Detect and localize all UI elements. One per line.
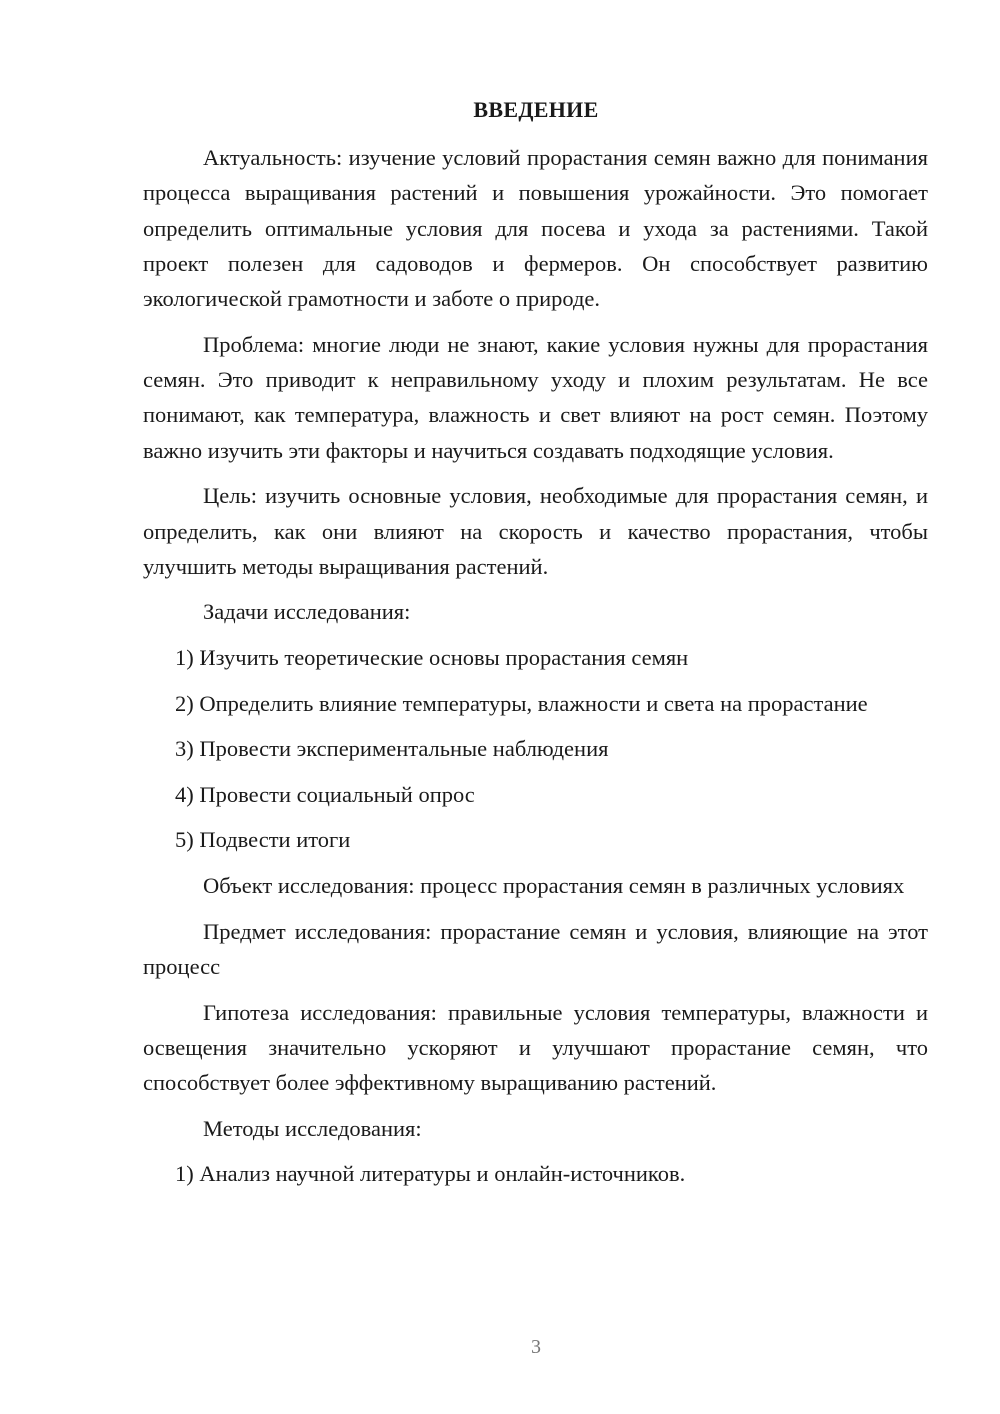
object-paragraph: Объект исследования: процесс прорастания семян в различных условиях [203,873,905,899]
page-title: ВВЕДЕНИЕ [473,97,599,122]
tasks-heading: Задачи исследования: [203,599,411,625]
method-item-1: 1) Анализ научной литературы и онлайн-источников. [175,1161,686,1187]
hypothesis-paragraph: Гипотеза исследования: правильные условия температуры, влажности и освещения значительно ускоряют и улучшают прорастание семян, что способствует более эффективному выращиванию растений. [143,999,928,1096]
problem-paragraph: Проблема: многие люди не знают, какие условия нужны для прорастания семян. Это приводит к неправильному уходу и плохим результатам. Не все понимают, как температура, влажность и свет влияют на рост семян. Поэтому важно изучить эти факторы и научиться создавать подходящие условия. [143,331,928,463]
page-number: 3 [531,1336,541,1358]
relevance-paragraph: Актуальность: изучение условий прорастания семян важно для понимания процесса выращивания растений и повышения урожайности. Это помогает определить оптимальные условия для посева и ухода за растениями. Такой проект полезен для садоводов и фермеров. Он способствует развитию экологической грамотности и заботе о природе. [143,145,928,312]
task-item-3: 3) Провести экспериментальные наблюдения [175,736,609,762]
task-item-1: 1) Изучить теоретические основы прорастания семян [175,645,689,671]
subject-paragraph: Предмет исследования: прорастание семян и условия, влияющие на этот процесс [143,918,928,979]
task-item-2: 2) Определить влияние температуры, влажности и света на прорастание [175,690,868,716]
task-item-4: 4) Провести социальный опрос [175,781,475,807]
goal-paragraph: Цель: изучить основные условия, необходимые для прорастания семян, и определить, как они влияют на скорость и качество прорастания, чтобы улучшить методы выращивания растений. [143,483,928,579]
methods-heading: Методы исследования: [203,1115,422,1141]
document-body [143,140,928,1202]
task-item-5: 5) Подвести итоги [175,827,351,853]
